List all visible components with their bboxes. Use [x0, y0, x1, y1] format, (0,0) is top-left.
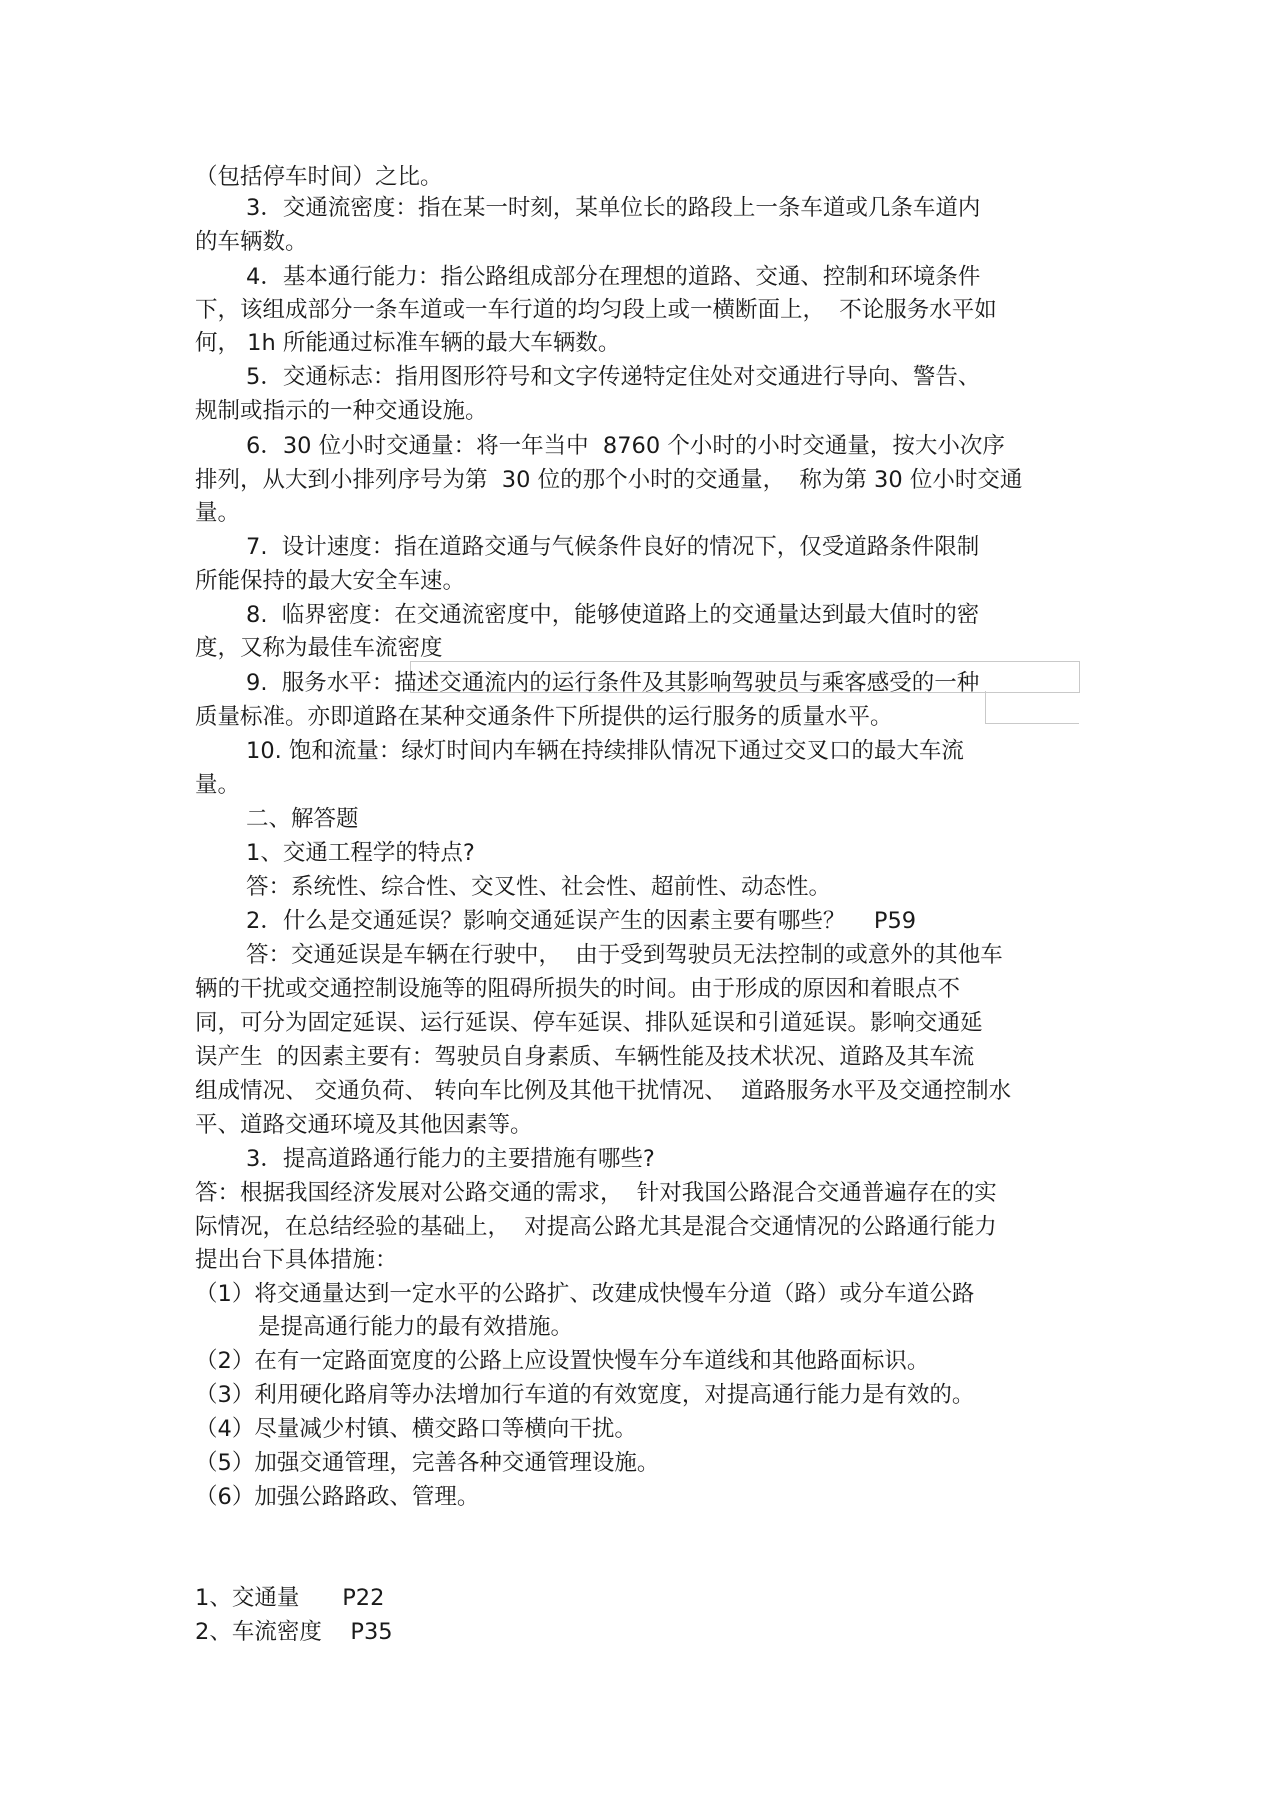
doc-line: 下，该组成部分一条车道或一车行道的均匀段上或一横断面上， 不论服务水平如 [195, 297, 997, 323]
list-item: （3）利用硬化路肩等办法增加行车道的有效宽度，对提高通行能力是有效的。 [195, 1382, 975, 1408]
doc-line: 4．基本通行能力：指公路组成部分在理想的道路、交通、控制和环境条件 [246, 264, 981, 290]
reference-item: 1、交通量 P22 [195, 1585, 385, 1611]
doc-line: 6．30 位小时交通量：将一年当中 8760 个小时的小时交通量，按大小次序 [246, 433, 1005, 459]
text-box-outline-small [985, 691, 1079, 724]
doc-line: 排列，从大到小排列序号为第 30 位的那个小时的交通量， 称为第 30 位小时交通 [195, 467, 1023, 493]
doc-line: 所能保持的最大安全车速。 [195, 568, 466, 594]
doc-line: 8. 临界密度：在交通流密度中，能够使道路上的交通量达到最大值时的密 [246, 602, 980, 628]
question: 1、交通工程学的特点? [246, 840, 475, 866]
list-item-continuation: 是提高通行能力的最有效措施。 [258, 1314, 574, 1340]
doc-line: 际情况，在总结经验的基础上， 对提高公路尤其是混合交通情况的公路通行能力 [195, 1214, 997, 1240]
doc-line: 质量标准。亦即道路在某种交通条件下所提供的运行服务的质量水平。 [195, 704, 893, 730]
doc-line: 3．交通流密度：指在某一时刻，某单位长的路段上一条车道或几条车道内 [246, 195, 981, 221]
doc-line: 5．交通标志：指用图形符号和文字传递特定住处对交通进行导向、警告、 [246, 364, 981, 390]
doc-line: 组成情况、 交通负荷、 转向车比例及其他干扰情况、 道路服务水平及交通控制水 [195, 1078, 1012, 1104]
doc-line: 量。 [195, 500, 241, 526]
list-item: （1）将交通量达到一定水平的公路扩、改建成快慢车分道（路）或分车道公路 [195, 1281, 975, 1307]
doc-line: 规制或指示的一种交通设施。 [195, 398, 488, 424]
reference-item: 2、车流密度 P35 [195, 1619, 393, 1645]
doc-line: 7. 设计速度：指在道路交通与气候条件良好的情况下，仅受道路条件限制 [246, 534, 980, 560]
doc-line: 平、道路交通环境及其他因素等。 [195, 1112, 533, 1138]
doc-line: 何， 1h 所能通过标准车辆的最大车辆数。 [195, 330, 621, 356]
list-item: （5）加强交通管理，完善各种交通管理设施。 [195, 1450, 660, 1476]
doc-line: 量。 [195, 772, 241, 798]
answer: 答：交通延误是车辆在行驶中， 由于受到驾驶员无法控制的或意外的其他车 [246, 942, 1003, 968]
answer: 答：根据我国经济发展对公路交通的需求， 针对我国公路混合交通普遍存在的实 [195, 1180, 997, 1206]
list-item: （6）加强公路路政、管理。 [195, 1484, 480, 1510]
doc-line: 的车辆数。 [195, 229, 308, 255]
doc-line: 提出台下具体措施： [195, 1247, 398, 1273]
doc-line: 辆的干扰或交通控制设施等的阻碍所损失的时间。由于形成的原因和着眼点不 [195, 976, 961, 1002]
question: 3．提高道路通行能力的主要措施有哪些? [246, 1146, 655, 1172]
list-item: （2）在有一定路面宽度的公路上应设置快慢车分车道线和其他路面标识。 [195, 1348, 930, 1374]
answer: 答：系统性、综合性、交叉性、社会性、超前性、动态性。 [246, 874, 832, 900]
section-heading: 二、解答题 [246, 806, 359, 832]
question: 2．什么是交通延误？影响交通延误产生的因素主要有哪些？ P59 [246, 908, 917, 934]
list-item: （4）尽量减少村镇、横交路口等横向干扰。 [195, 1416, 637, 1442]
doc-line: 10. 饱和流量：绿灯时间内车辆在持续排队情况下通过交叉口的最大车流 [246, 738, 964, 764]
doc-line: 误产生 的因素主要有：驾驶员自身素质、车辆性能及技术状况、道路及其车流 [195, 1044, 975, 1070]
doc-line: 同，可分为固定延误、运行延误、停车延误、排队延误和引道延误。影响交通延 [195, 1010, 983, 1036]
doc-line: 度，又称为最佳车流密度 [195, 635, 443, 661]
doc-line: 9. 服务水平：描述交通流内的运行条件及其影响驾驶员与乘客感受的一种 [246, 670, 980, 696]
doc-line: （包括停车时间）之比。 [195, 164, 443, 190]
